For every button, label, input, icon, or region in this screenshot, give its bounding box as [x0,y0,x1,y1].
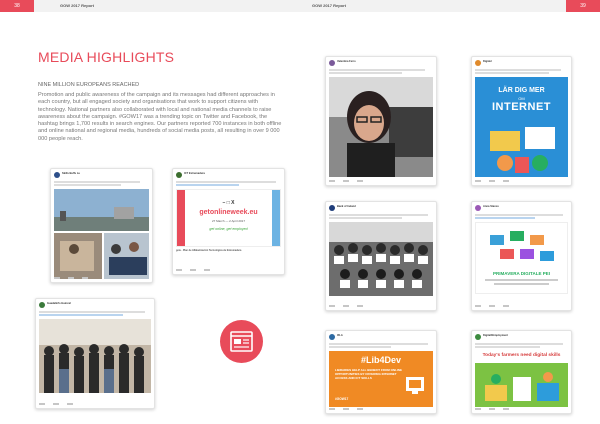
farmers-headline: Today's farmers need digital skills [482,353,561,358]
tweet-handle: Anna Stanco [483,205,499,208]
mag-line-2: OM [518,96,525,101]
tweet-text-lines [326,67,436,76]
tweet-handle: ICT Extremadura [184,172,205,175]
running-header-left: GOW 2017 Report [60,3,95,8]
getonlineweek-poster: – □ X getonlineweek.eu 27 March — 2 April 2017 get online, get employed [176,189,281,247]
primavera-digitale-graphic [475,222,568,294]
running-header-right: GOW 2017 Report [312,3,347,8]
tweet-card-skills[interactable] [50,168,153,283]
tweet-photo-grid [54,189,149,279]
tweet-photo-teacher [329,77,433,177]
avatar [475,205,481,211]
tweet-handle: Digidel [483,60,492,63]
tweet-card-digidel[interactable] [471,56,572,186]
tweet-card-guadalinfo[interactable] [35,298,155,409]
lib4dev-poster [329,351,433,407]
tweet-card-farmers[interactable] [471,330,572,414]
poster-slogan: get online, get employed [209,227,248,231]
tweet-card-bank-of-ireland[interactable] [325,201,437,311]
primavera-banner: PRIMAVERA DIGITALE PEI [493,271,550,276]
tweet-card-teacher[interactable] [325,56,437,186]
tweet-handle: Skills Buffs Lu [62,172,81,175]
poster-hashtag: #Lib4Dev [360,355,402,365]
tweet-actions[interactable] [329,179,395,183]
page-number-left: 38 [0,0,34,12]
tweet-actions[interactable] [475,407,534,411]
tweet-handle: Bank of Ireland [337,205,356,208]
avatar [475,60,481,66]
poster-site: getonlineweek.eu [199,209,258,216]
tweet-photo-group [39,319,151,393]
tweet-card-primavera[interactable] [471,201,572,311]
tweet-actions[interactable] [475,179,534,183]
tweet-actions[interactable] [39,402,110,406]
avatar [329,60,335,66]
avatar [475,334,481,340]
tweet-text-lines [51,179,152,188]
news-browser-icon [220,320,263,363]
tweet-text-lines [472,212,571,221]
mag-line-1: LÄR DIG MER [498,87,545,94]
tweet-text-lines [326,212,436,221]
poster-text: LIBRARIES HELP ALL BENEFIT FROM ONLINE OPPORTUNITIES BY OFFERING INTERNET ACCESS AND ICT SKILLS [335,368,402,380]
avatar [329,334,335,340]
poster-tag: #GOW17 [335,397,349,401]
section-title: MEDIA HIGHLIGHTS [38,49,175,65]
tweet-caption: gow - Plan de Alfabetización Tecnológica de Extremadura [176,249,242,252]
tweet-actions[interactable] [176,268,243,272]
avatar [54,172,60,178]
tweet-card-getonlineweek[interactable] [172,168,285,275]
tweet-actions[interactable] [475,304,534,308]
tweet-handle: IFLA [337,334,343,337]
section-paragraph: Promotion and public awareness of the campaign and its messages had different approaches in each country, but all engaged society and organisations that work to support citizens with technology. National partners also collaborated with local and national media channels to raise awareness about the campaign. #GOW17 was a trending topic on Twitter and Facebook, the hashtag brings 1,700 results in search engines. Our partners reported 700 instances in both offline and online national and regional media, hundreds of social media posts, all resulting in over 9 000 000 people reach. [38,92,282,142]
tweet-text-lines [326,341,436,350]
poster-dates: 27 March — 2 April 2017 [211,219,246,223]
tweet-actions[interactable] [54,276,115,280]
mag-line-3: INTERNET [492,101,551,113]
tweet-handle: Guadalinfo Huércal [47,302,71,305]
tweet-actions[interactable] [329,407,395,411]
avatar [39,302,45,308]
tweet-actions[interactable] [329,304,395,308]
avatar [329,205,335,211]
tweet-text-lines [173,179,284,188]
section-subhead: NINE MILLION EUROPEANS REACHED [38,82,140,88]
tweet-handle: Valentina Ferro [337,60,356,63]
tweet-text-lines [472,67,571,76]
internet-magazine-cover [475,77,568,177]
farmers-digital-graphic [475,351,568,407]
tweet-card-lib4dev[interactable] [325,330,437,414]
tweet-photo-classroom [329,222,433,296]
page-number-right: 39 [566,0,600,12]
tweet-handle: Digital4Employment [483,334,508,337]
tweet-text-lines [36,309,154,318]
tweet-text-lines [472,341,571,350]
avatar [176,172,182,178]
